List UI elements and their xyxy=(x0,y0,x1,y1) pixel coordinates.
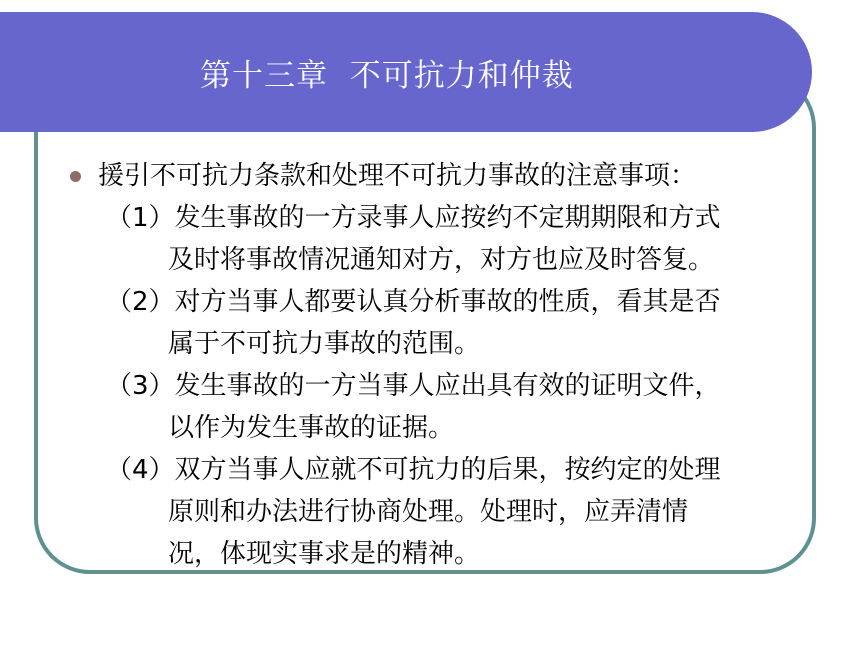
bullet-item xyxy=(68,155,788,197)
list-item-1 xyxy=(68,197,788,281)
list-item-line: 以作为发生事故的证据。 xyxy=(168,413,455,443)
list-item-line: 况，体现实事求是的精神。 xyxy=(168,539,481,569)
list-item-line: （3）发生事故的一方当事人应出具有效的证明文件， xyxy=(106,371,721,401)
title-banner xyxy=(0,12,812,132)
bullet-text: 援引不可抗力条款和处理不可抗力事故的注意事项： xyxy=(98,161,697,191)
slide-title: 第十三章 不可抗力和仲裁 xyxy=(200,58,574,94)
bullet-dot-icon xyxy=(70,171,81,182)
list-item-line: （1）发生事故的一方录事人应按约不定期期限和方式 xyxy=(106,203,721,233)
list-item-4 xyxy=(68,449,788,575)
list-item-line: 及时将事故情况通知对方，对方也应及时答复。 xyxy=(168,245,715,275)
slide-content xyxy=(68,155,788,575)
list-item-3 xyxy=(68,365,788,449)
list-item-line: 原则和办法进行协商处理。处理时，应弄清情 xyxy=(168,497,689,527)
list-item-2 xyxy=(68,281,788,365)
list-item-line: （4）双方当事人应就不可抗力的后果，按约定的处理 xyxy=(106,455,721,485)
list-item-line: （2）对方当事人都要认真分析事故的性质，看其是否 xyxy=(106,287,721,317)
list-item-line: 属于不可抗力事故的范围。 xyxy=(168,329,481,359)
